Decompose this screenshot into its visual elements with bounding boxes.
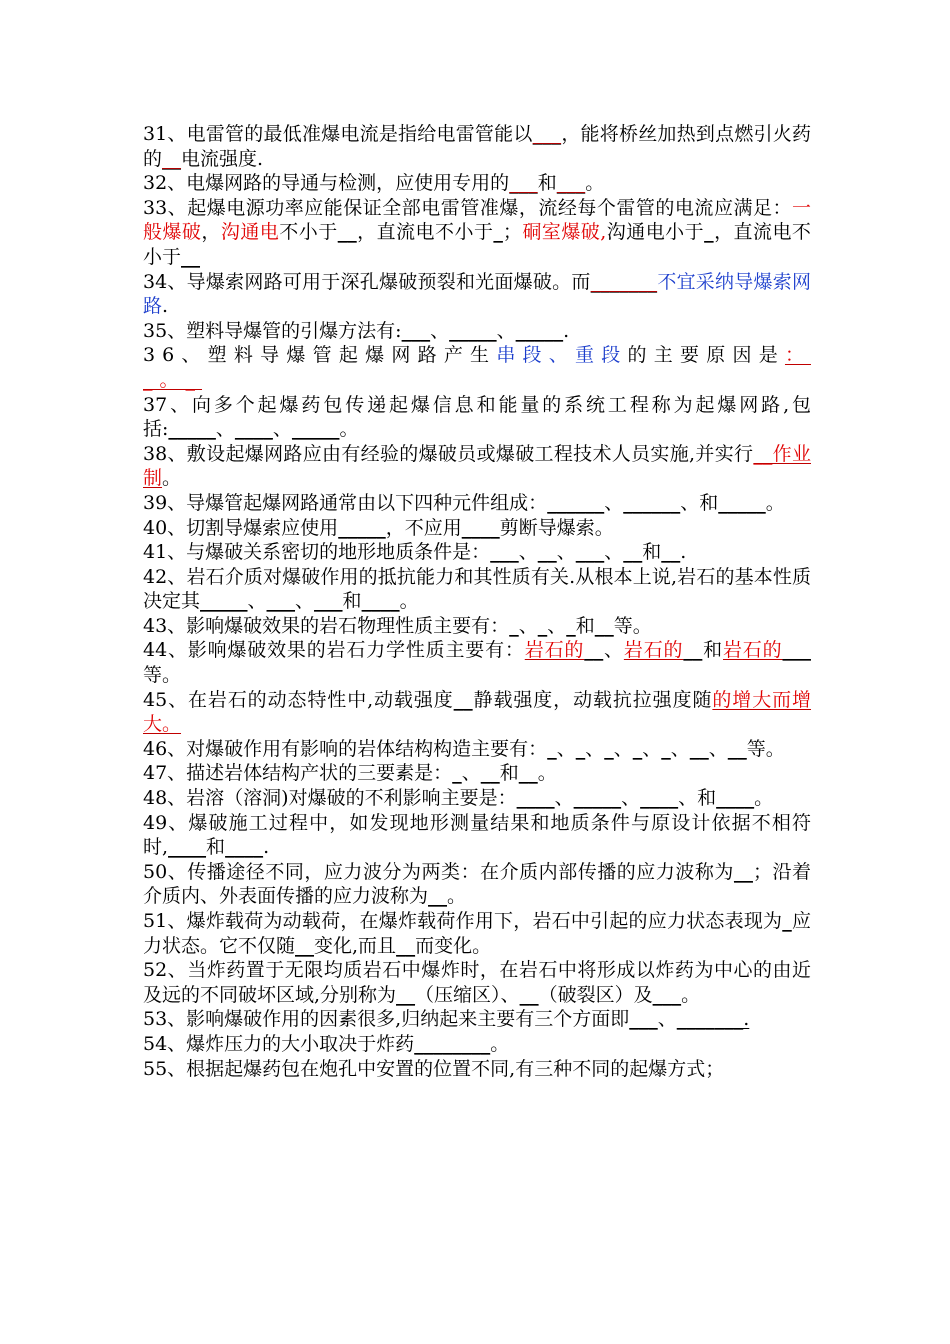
answer-blank: _ bbox=[452, 762, 462, 785]
answer-blank: __ bbox=[727, 737, 747, 760]
question-text: 静载强度，动载抗拉强度随 bbox=[472, 688, 713, 711]
answer-blank: _ bbox=[632, 737, 643, 760]
question-text: 51、爆炸载荷为动载荷，在爆炸载荷作用下，岩石中引起的应力状态表现为 bbox=[143, 910, 783, 932]
question-text: （破裂区）及 bbox=[538, 983, 653, 1006]
question-text: 32、电爆网路的导通与检测，应使用专用的 bbox=[143, 172, 510, 195]
answer-blank: __ bbox=[428, 885, 448, 908]
question-item bbox=[143, 319, 811, 344]
question-item bbox=[143, 909, 811, 958]
question-text: 、 bbox=[556, 541, 576, 564]
answer-blank: __ bbox=[181, 245, 201, 268]
answer-text-red: 沟通电 bbox=[220, 221, 280, 244]
question-text: 50、传播途径不同，应力波分为两类：在介质内部传播的应力波称为 bbox=[143, 860, 734, 883]
question-text: 应力状态。它不仅随 bbox=[143, 910, 811, 957]
answer-text-blue: 串段、重段 bbox=[496, 344, 628, 367]
question-text: 38、敷设起爆网路应由有经验的爆破员或爆破工程技术人员实施,并实行 bbox=[143, 442, 754, 465]
answer-blank: __ bbox=[537, 541, 557, 564]
question-text: 、 bbox=[554, 787, 574, 810]
question-text: 36、塑料导爆管起爆网路产生 bbox=[143, 344, 497, 367]
question-text: 和 bbox=[702, 639, 723, 662]
question-text: 、 bbox=[556, 737, 576, 760]
answer-blank: _ bbox=[661, 737, 671, 760]
question-text: 33、起爆电源功率应能保证全部电雷管准爆，流经每个雷管的电流应满足： bbox=[143, 196, 792, 219]
answer-blank: __ bbox=[337, 221, 357, 244]
question-text: ，能将桥丝加热到点燃引火药的 bbox=[143, 123, 811, 170]
answer-blank: __ bbox=[661, 541, 681, 564]
question-text: 、 bbox=[272, 418, 292, 441]
question-text: 和 bbox=[342, 590, 362, 613]
answer-blank: __ bbox=[594, 614, 614, 637]
question-text: 43、影响爆破效果的岩石物理性质主要有： bbox=[143, 614, 510, 637]
question-text: 46、对爆破作用有影响的岩体结构构造主要有： bbox=[143, 737, 548, 760]
question-text: . bbox=[263, 836, 270, 859]
answer-blank: ___ bbox=[782, 639, 811, 662]
question-text: 、和 bbox=[678, 787, 717, 810]
question-text: 、 bbox=[670, 737, 690, 760]
answer-blank: _ bbox=[575, 737, 586, 760]
question-text: 、 bbox=[621, 787, 641, 810]
question-text: 42、岩石介质对爆破作用的抵抗能力和其性质有关.从根本上说,岩石的基本性质决定其 bbox=[143, 565, 811, 613]
answer-blank: ___ bbox=[575, 541, 605, 564]
question-text: 。 bbox=[585, 172, 605, 195]
question-text: 54、爆炸压力的大小取决于炸药 bbox=[143, 1032, 415, 1055]
question-item bbox=[143, 811, 811, 860]
question-text: 44、影响爆破效果的岩石力学性质主要有： bbox=[143, 639, 525, 662]
question-text: 45、在岩石的动态特性中,动载强度 bbox=[143, 688, 454, 711]
answer-blank: ____ bbox=[225, 836, 264, 859]
question-text: 和 bbox=[642, 541, 662, 564]
question-text: 、 bbox=[496, 319, 516, 342]
answer-blank: __ bbox=[396, 934, 416, 957]
question-text: 48、岩溶（溶洞)对爆破的不利影响主要是： bbox=[143, 787, 517, 810]
answer-blank: __ bbox=[689, 737, 709, 760]
answer-blank: ______ bbox=[547, 491, 605, 514]
answer-text-red: __作业制 bbox=[143, 442, 811, 490]
question-item bbox=[143, 270, 811, 319]
answer-blank: __ bbox=[518, 762, 538, 785]
question-text: 、 bbox=[518, 614, 538, 637]
question-text: 等。 bbox=[613, 614, 652, 637]
question-text: 、 bbox=[604, 491, 624, 514]
answer-blank: _ bbox=[604, 737, 614, 760]
question-text: ；沿着介质内、外表面传播的应力波称为 bbox=[143, 860, 811, 908]
question-text: 34、导爆索网路可用于深孔爆破预裂和光面爆破。而 bbox=[143, 270, 591, 293]
question-item bbox=[143, 196, 811, 270]
answer-blank: __ bbox=[584, 639, 604, 662]
answer-text-red: 硐室爆破, bbox=[521, 221, 607, 244]
question-item bbox=[143, 761, 811, 786]
answer-blank: _____ bbox=[718, 491, 766, 514]
answer-blank: ___ bbox=[266, 590, 296, 613]
answer-blank: ___ bbox=[652, 983, 682, 1006]
answer-blank: _ bbox=[493, 221, 503, 244]
question-text: . bbox=[680, 541, 687, 564]
answer-text-red: 岩石的 bbox=[524, 639, 585, 662]
question-item bbox=[143, 1007, 811, 1032]
question-text: 、 bbox=[247, 590, 267, 613]
answer-blank: ___ bbox=[556, 172, 586, 195]
answer-blank: _ bbox=[782, 910, 792, 932]
answer-blank: ____ bbox=[461, 516, 500, 539]
answer-blank: ______ bbox=[623, 491, 681, 514]
question-text: 变化,而且 bbox=[314, 934, 397, 957]
answer-blank: __ bbox=[733, 860, 753, 883]
question-text: 、和 bbox=[680, 491, 719, 514]
question-text: ， bbox=[201, 221, 221, 244]
document-page bbox=[143, 122, 811, 1081]
question-text: 41、与爆破关系密切的地形地质条件是： bbox=[143, 541, 491, 564]
question-item bbox=[143, 122, 811, 171]
question-text: 55、根据起爆药包在炮孔中安置的位置不同,有三种不同的起爆方式； bbox=[143, 1057, 725, 1080]
answer-blank: ________ bbox=[414, 1032, 491, 1055]
answer-blank: __ bbox=[480, 762, 500, 785]
answer-blank: _____ bbox=[573, 787, 622, 810]
question-text: 、 bbox=[642, 737, 662, 760]
question-text: 。 bbox=[162, 467, 182, 490]
answer-blank: _______ bbox=[590, 270, 658, 293]
question-text: 、 bbox=[518, 541, 538, 564]
answer-blank: _____ bbox=[200, 590, 248, 613]
question-text: 的主要原因是 bbox=[627, 344, 785, 367]
question-item bbox=[143, 1057, 811, 1082]
question-text: 、 bbox=[585, 737, 605, 760]
question-text: 而变化。 bbox=[415, 934, 492, 957]
question-text: 49、爆破施工过程中，如发现地形测量结果和地质条件与原设计依据不相符时, bbox=[143, 811, 811, 859]
question-text: 31、电雷管的最低准爆电流是指给电雷管能以 bbox=[143, 123, 533, 145]
question-text: 和 bbox=[575, 614, 595, 637]
answer-text-red: 一般爆破 bbox=[143, 196, 811, 244]
question-item bbox=[143, 442, 811, 491]
question-item bbox=[143, 614, 811, 639]
question-text: 39、导爆管起爆网路通常由以下四种元件组成： bbox=[143, 491, 548, 514]
question-text: 。 bbox=[681, 983, 701, 1006]
question-text: 、 bbox=[430, 319, 450, 342]
question-text: 47、描述岩体结构产状的三要素是： bbox=[143, 762, 453, 785]
question-text: 、 bbox=[708, 737, 728, 760]
question-text: 、 bbox=[547, 614, 567, 637]
answer-blank: __ bbox=[295, 934, 315, 957]
question-text: 53、影响爆破作用的因素很多,归纳起来主要有三个方面即 bbox=[143, 1008, 630, 1031]
answer-blank: ___ bbox=[490, 541, 519, 564]
question-item bbox=[143, 958, 811, 1007]
question-item bbox=[143, 393, 811, 442]
question-text: . bbox=[563, 319, 570, 342]
answer-blank: ____ bbox=[640, 787, 679, 810]
question-text: 和 bbox=[537, 172, 557, 195]
answer-blank: ____ bbox=[234, 418, 273, 441]
answer-text-red: 。_ bbox=[159, 368, 203, 391]
question-text: 和 bbox=[206, 836, 226, 859]
question-text: 37、向多个起爆药包传递起爆信息和能量的系统工程称为起爆网路,包括: bbox=[143, 393, 811, 441]
question-text: ，不应用 bbox=[385, 516, 462, 539]
answer-blank: ____ bbox=[361, 590, 400, 613]
question-text: 。 bbox=[754, 787, 774, 810]
answer-blank: _ bbox=[566, 614, 576, 637]
question-item bbox=[143, 860, 811, 909]
question-text: 。 bbox=[490, 1032, 510, 1055]
answer-blank: ___ bbox=[532, 123, 562, 145]
answer-blank: _ bbox=[509, 614, 519, 637]
answer-blank: _____ bbox=[291, 418, 340, 441]
answer-text-blue: 不宜采纳导爆索网路 bbox=[143, 270, 811, 318]
answer-blank: _ bbox=[704, 221, 714, 244]
question-item bbox=[143, 688, 811, 737]
question-item bbox=[143, 516, 811, 541]
answer-blank: ____ bbox=[676, 1008, 715, 1031]
answer-blank: _____ bbox=[515, 319, 564, 342]
question-item bbox=[143, 786, 811, 811]
question-text: 。 bbox=[339, 418, 359, 441]
answer-blank: __ bbox=[519, 983, 539, 1006]
question-item bbox=[143, 1032, 811, 1057]
question-text: 。 bbox=[447, 885, 467, 908]
question-text: 、 bbox=[603, 639, 624, 662]
question-text: 。 bbox=[765, 491, 785, 514]
question-text: ，直流电不小于 bbox=[356, 221, 494, 244]
question-text: 剪断导爆索。 bbox=[499, 516, 614, 539]
answer-blank: __ bbox=[162, 147, 182, 170]
answer-blank: ___. bbox=[714, 1008, 750, 1031]
question-text: 和 bbox=[499, 762, 519, 785]
question-text: ； bbox=[502, 221, 522, 244]
answer-blank: __ bbox=[396, 983, 416, 1006]
question-text: 、 bbox=[461, 762, 481, 785]
answer-blank: ___ bbox=[401, 319, 431, 342]
answer-blank: ____ bbox=[168, 836, 207, 859]
answer-blank: _____ bbox=[449, 319, 497, 342]
question-text: 不小于 bbox=[279, 221, 338, 244]
answer-text-red: 岩石的 bbox=[623, 639, 684, 662]
answer-blank: __ bbox=[683, 639, 703, 662]
question-text: 52、当炸药置于无限均质岩石中爆炸时，在岩石中将形成以炸药为中心的由近及远的不同破坏区域,分别称为 bbox=[143, 959, 811, 1006]
question-item bbox=[143, 565, 811, 614]
question-text: 等。 bbox=[746, 737, 785, 760]
answer-blank: _____ bbox=[338, 516, 386, 539]
answer-blank: _ bbox=[537, 614, 548, 637]
question-item bbox=[143, 638, 811, 687]
answer-blank: ___ bbox=[509, 172, 538, 195]
question-text: 40、切割导爆索应使用 bbox=[143, 516, 339, 539]
question-text: ，直流电不小于 bbox=[143, 221, 811, 268]
question-text: 等。 bbox=[143, 664, 182, 687]
question-item bbox=[143, 540, 811, 565]
answer-blank: ___ bbox=[314, 590, 343, 613]
question-text: 。 bbox=[537, 762, 557, 785]
answer-blank: ____ bbox=[516, 787, 555, 810]
question-item bbox=[143, 171, 811, 196]
question-item bbox=[143, 343, 811, 392]
answer-blank: __ bbox=[453, 688, 473, 711]
question-text: 、 bbox=[295, 590, 315, 613]
question-item bbox=[143, 491, 811, 516]
question-text: 沟通电小于 bbox=[606, 221, 705, 244]
question-text: . bbox=[162, 295, 169, 318]
answer-text-red: 岩石的 bbox=[722, 639, 783, 662]
answer-blank: __ bbox=[623, 541, 643, 564]
answer-blank: ____ bbox=[716, 787, 755, 810]
question-text: 、 bbox=[604, 541, 624, 564]
answer-blank: ___ bbox=[629, 1008, 658, 1031]
question-text: 、 bbox=[215, 418, 235, 441]
answer-text-red: 的增大而增大。 bbox=[143, 688, 811, 736]
question-text: 、 bbox=[613, 737, 633, 760]
question-text: 电流强度. bbox=[181, 147, 264, 170]
question-text: （压缩区）、 bbox=[415, 983, 520, 1006]
answer-text-red: ：_ bbox=[143, 344, 811, 391]
question-text: 、 bbox=[657, 1008, 677, 1031]
question-text: 35、塑料导爆管的引爆方法有: bbox=[143, 319, 402, 342]
question-text: 。 bbox=[399, 590, 419, 613]
answer-blank: _____ bbox=[168, 418, 216, 441]
answer-blank: _ bbox=[547, 737, 557, 760]
question-item bbox=[143, 737, 811, 762]
